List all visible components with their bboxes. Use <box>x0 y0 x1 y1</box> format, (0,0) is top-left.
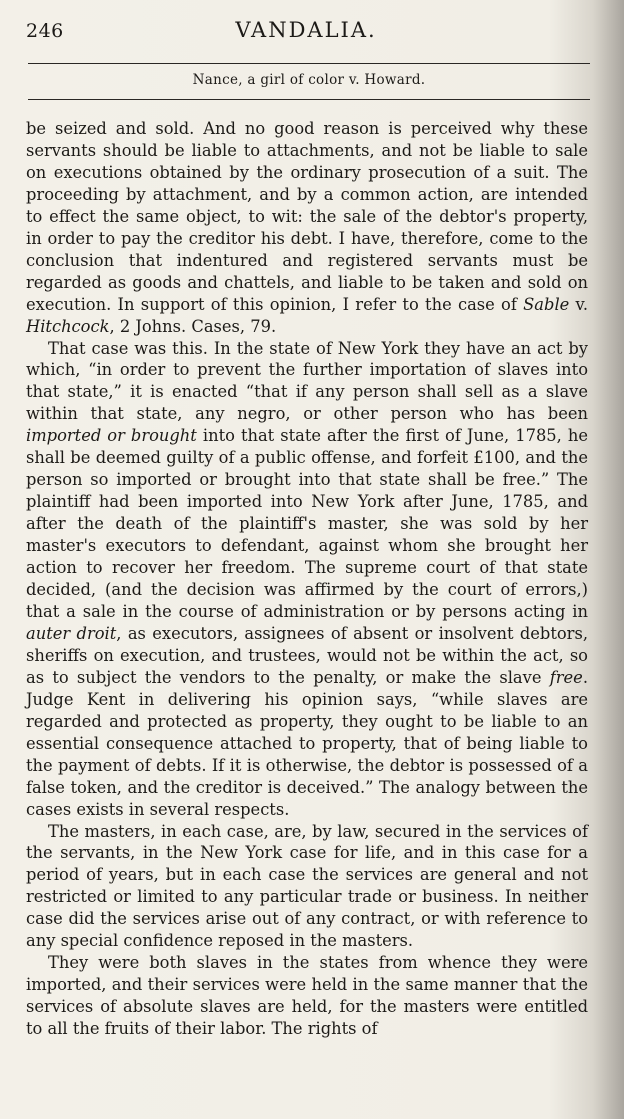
header-rule-bottom <box>28 99 590 100</box>
case-name-hitchcock: Hitchcock <box>26 316 110 336</box>
emphasis-free: free <box>549 667 583 687</box>
page-header <box>26 16 586 56</box>
header-rule-top <box>28 63 590 64</box>
paragraph-3: The masters, in each case, are, by law, secured in the services of the servants, in the New York case for life, and in this case for a period of years, but in each case the services are general and not restricted or limited to any particular trade or business. In neither case did the services arise out of any contract, or with reference to any special confidence reposed in the masters. <box>26 821 588 951</box>
running-title: VANDALIA. <box>235 18 377 42</box>
case-name-sable: Sable <box>523 294 570 314</box>
page-number: 246 <box>26 20 64 42</box>
emphasis-imported-or-brought: imported or brought <box>26 426 197 446</box>
paragraph-4: They were both slaves in the states from whence they were imported, and their services were held in the same manner that the services of absolute slaves are held, for the masters were entitled to all the fruits of their labor. The rights of <box>26 953 588 1039</box>
emphasis-auter-droit: auter droit <box>26 623 117 643</box>
paragraph-2: That case was this. In the state of New York they have an act by which, “in order to prevent the further importation of slaves into that state,” it is enacted “that if any person shall sell as a slave within that state, any negro, or other person who has been imported or brought into that state after the first of June, 1785, he shall be deemed guilty of a public offense, and forfeit £100, and the person so imported or brought into that state shall be free.” The plaintiff had been imported into New York after June, 1785, and after the death of the plaintiff's master, she was sold by her master's executors to defendant, against whom she brought her action to recover her freedom. The supreme court of that state decided, (and the decision was affirmed by the court of errors,) that a sale in the course of administration or by persons acting in auter droit, as executors, assignees of absent or insolvent debtors, sheriffs on execution, and trustees, would not be within the act, so as to subject the vendors to the penalty, or make the slave free. Judge Kent in delivering his opinion says, “while slaves are regarded and protected as property, they ought to be liable to an essential consequence attached to property, that of being liable to the payment of debts. If it is otherwise, the debtor is possessed of a false token, and the creditor is deceived.” The analogy between the cases exists in several respects. <box>26 338 588 819</box>
body-text <box>26 118 588 1040</box>
paragraph-1: be seized and sold. And no good reason is perceived why these servants should be liable to attachments, and not be liable to sale on executions obtained by the ordinary prosecution of a suit. The proceeding by attachment, and by a common action, are intended to effect the same object, to wit: the sale of the debtor's property, in order to pay the creditor his debt. I have, therefore, come to the conclusion that indentured and registered servants must be regarded as goods and chattels, and liable to be taken and sold on execution. In support of this opinion, I refer to the case of Sable v. Hitchcock, 2 Johns. Cases, 79. <box>26 119 588 336</box>
case-title: Nance, a girl of color v. Howard. <box>192 72 426 88</box>
